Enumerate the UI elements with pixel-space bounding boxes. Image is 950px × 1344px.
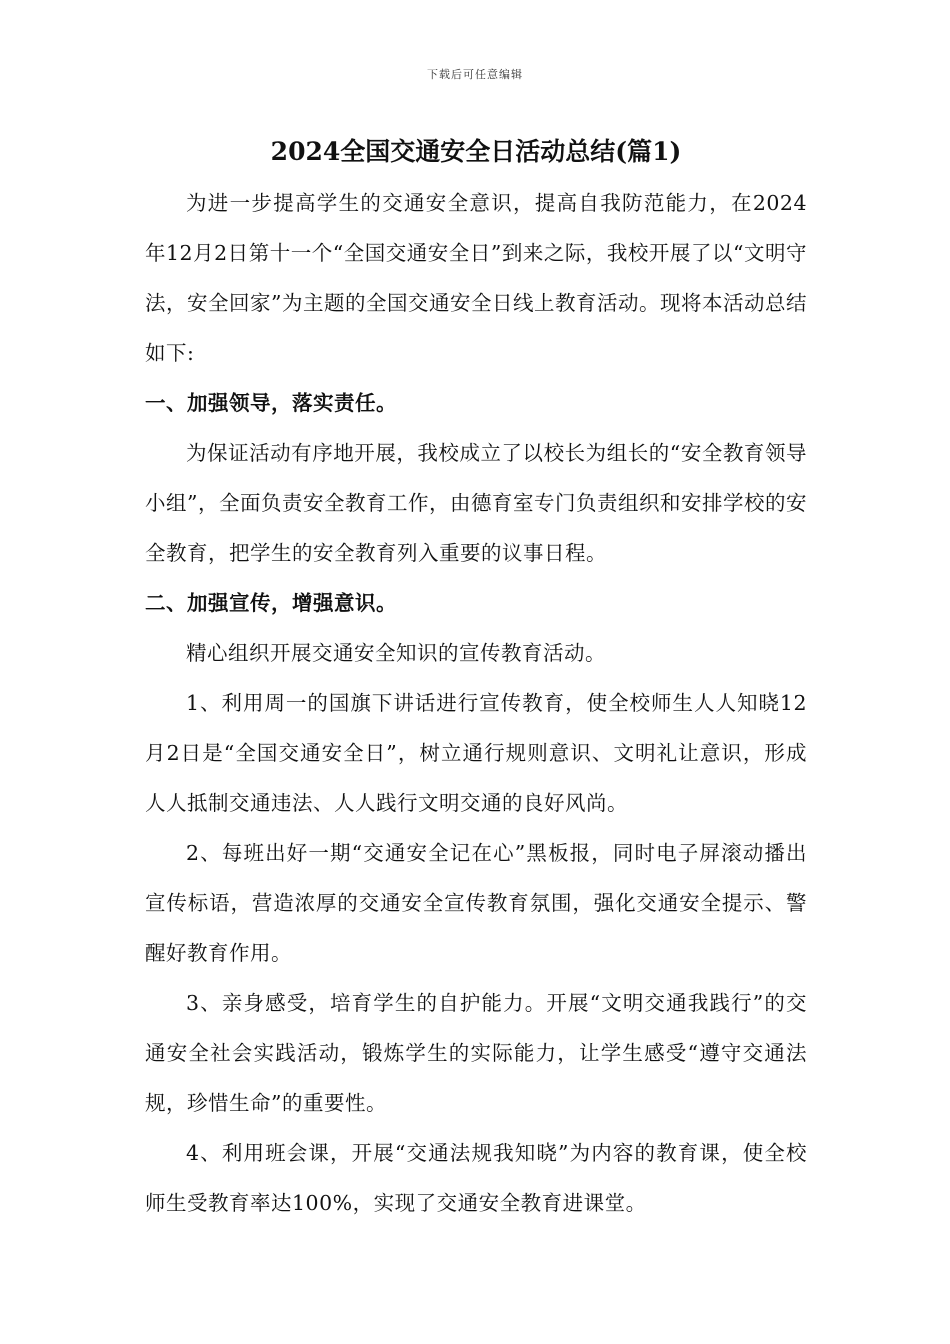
list-item-1: 1、利用周一的国旗下讲话进行宣传教育，使全校师生人人知晓12月2日是“全国交通安全日”，树立通行规则意识、文明礼让意识，形成人人抵制交通违法、人人践行文明交通的良好风尚。 [145, 691, 807, 815]
list-item-3: 3、亲身感受，培育学生的自护能力。开展“文明交通我践行”的交通安全社会实践活动，锻炼学生的实际能力，让学生感受“遵守交通法规，珍惜生命”的重要性。 [145, 991, 807, 1115]
list-item-4: 4、利用班会课，开展“交通法规我知晓”为内容的教育课，使全校师生受教育率达100%，实现了交通安全教育进课堂。 [145, 1141, 807, 1215]
list-item-2: 2、每班出好一期“交通安全记在心”黑板报，同时电子屏滚动播出宣传标语，营造浓厚的交通安全宣传教育氛围，强化交通安全提示、警醒好教育作用。 [145, 841, 807, 965]
header-note: 下载后可任意编辑 [427, 68, 523, 81]
section-1-paragraph: 为保证活动有序地开展，我校成立了以校长为组长的“安全教育领导小组”，全面负责安全教育工作，由德育室专门负责组织和安排学校的安全教育，把学生的安全教育列入重要的议事日程。 [145, 441, 807, 565]
document-title: 2024全国交通安全日活动总结(篇1) [270, 137, 682, 166]
document-body [145, 132, 807, 1228]
intro-paragraph: 为进一步提高学生的交通安全意识，提高自我防范能力，在2024年12月2日第十一个“全国交通安全日”到来之际，我校开展了以“文明守法，安全回家”为主题的全国交通安全日线上教育活动。现将本活动总结如下: [145, 191, 807, 365]
section-heading-1: 一、加强领导，落实责任。 [145, 391, 397, 415]
section-2-paragraph: 精心组织开展交通安全知识的宣传教育活动。 [186, 641, 606, 665]
section-heading-2: 二、加强宣传，增强意识。 [145, 591, 397, 615]
